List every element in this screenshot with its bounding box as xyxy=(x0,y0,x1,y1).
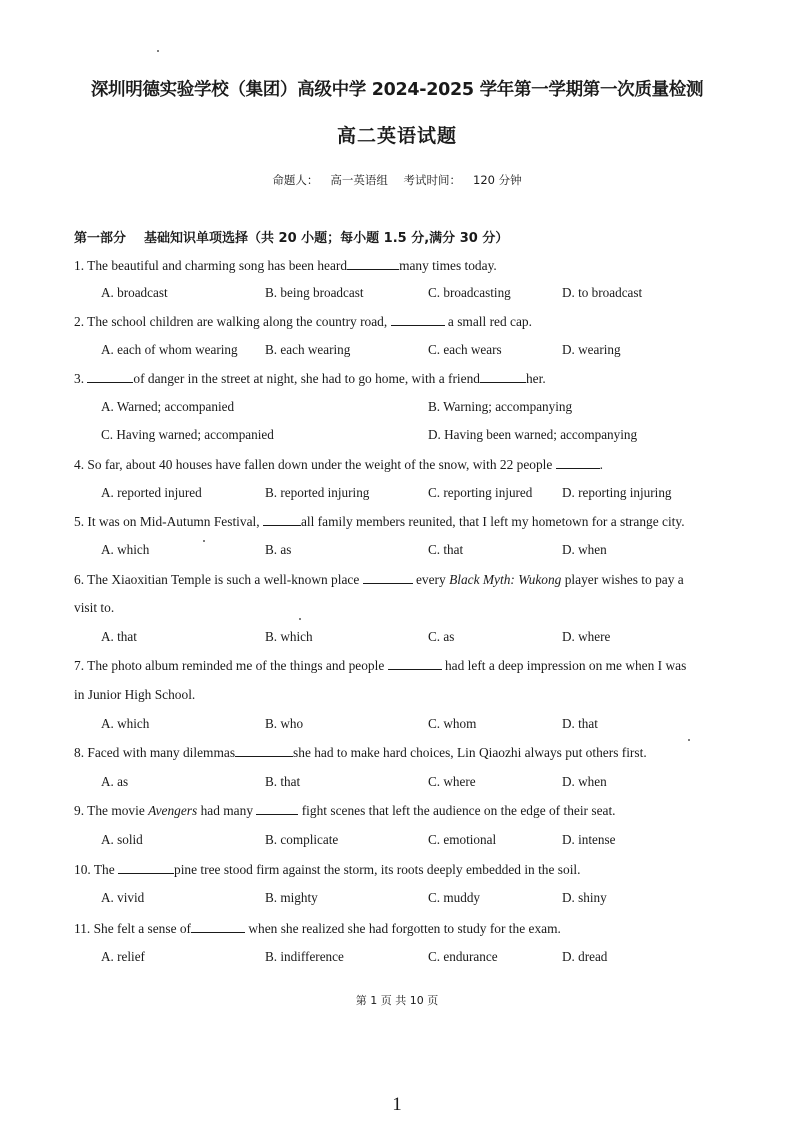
option-c: C. emotional xyxy=(428,832,497,847)
option-a: A. reported injured xyxy=(101,485,202,500)
option-b: B. being broadcast xyxy=(265,285,364,300)
option-c: C. as xyxy=(428,629,455,644)
option-b: B. each wearing xyxy=(265,342,351,357)
option-a: A. each of whom wearing xyxy=(101,342,238,357)
author-label: 命题人： xyxy=(272,173,319,187)
answer-blank xyxy=(263,513,301,526)
option-d: D. wearing xyxy=(562,342,621,357)
option-c: C. that xyxy=(428,542,464,557)
answer-blank xyxy=(388,657,442,670)
option-a: A. relief xyxy=(101,949,145,964)
time-label: 考试时间： xyxy=(403,173,462,187)
option-a: A. as xyxy=(101,774,129,789)
exam-meta xyxy=(0,172,794,188)
option-d: D. intense xyxy=(562,832,616,847)
option-b: B. that xyxy=(265,774,301,789)
option-d: D. where xyxy=(562,629,611,644)
option-a: A. which xyxy=(101,716,150,731)
question-stem: 5. It was on Mid-Autumn Festival, all family members reunited, that I left my hometown for a strange city. xyxy=(74,514,685,529)
option-c: C. where xyxy=(428,774,476,789)
option-d: D. when xyxy=(562,774,607,789)
option-a: A. vivid xyxy=(101,890,145,905)
scan-speck xyxy=(299,618,301,620)
option-b: B. reported injuring xyxy=(265,485,370,500)
option-b: B. which xyxy=(265,629,313,644)
answer-blank xyxy=(391,313,445,326)
option-a: A. which xyxy=(101,542,150,557)
answer-blank xyxy=(556,456,600,469)
section-title: 基础知识单项选择（共 20 小题；每小题 1.5 分,满分 30 分） xyxy=(144,231,509,246)
option-b: B. mighty xyxy=(265,890,318,905)
option-b: B. who xyxy=(265,716,304,731)
school-exam-title: 深圳明德实验学校（集团）高级中学 2024-2025 学年第一学期第一次质量检测 xyxy=(90,80,704,100)
question-stem: 8. Faced with many dilemmas she had to make hard choices, Lin Qiaozhi always put others first. xyxy=(74,745,647,760)
question-stem: 3. of danger in the street at night, she had to go home, with a friend her. xyxy=(74,371,546,386)
answer-blank xyxy=(480,370,526,383)
question-stem: 11. She felt a sense of when she realized she had forgotten to study for the exam. xyxy=(74,921,561,936)
question-stem: 2. The school children are walking along the country road, a small red cap. xyxy=(74,314,532,329)
option-d: D. that xyxy=(562,716,598,731)
option-a: A. solid xyxy=(101,832,143,847)
answer-blank xyxy=(347,257,399,270)
option-b: B. Warning; accompanying xyxy=(428,399,573,414)
author-value: 高一英语组 xyxy=(330,173,388,187)
option-c: C. Having warned; accompanied xyxy=(101,427,274,442)
option-a: A. broadcast xyxy=(101,285,168,300)
option-c: C. muddy xyxy=(428,890,481,905)
option-c: C. endurance xyxy=(428,949,498,964)
option-c: C. whom xyxy=(428,716,477,731)
option-a: A. Warned; accompanied xyxy=(101,399,235,414)
question-stem-continued: in Junior High School. xyxy=(74,687,196,702)
option-d: D. shiny xyxy=(562,890,607,905)
question-stem: 1. The beautiful and charming song has been heard many times today. xyxy=(74,258,497,273)
option-c: C. each wears xyxy=(428,342,502,357)
scan-speck xyxy=(203,540,205,542)
answer-blank xyxy=(191,920,245,933)
option-a: A. that xyxy=(101,629,137,644)
question-stem: 6. The Xiaoxitian Temple is such a well-known place every Black Myth: Wukong player wishes to pay a xyxy=(74,572,684,587)
option-b: B. indifference xyxy=(265,949,344,964)
answer-blank xyxy=(118,861,174,874)
option-c: C. reporting injured xyxy=(428,485,533,500)
question-stem: 4. So far, about 40 houses have fallen down under the weight of the snow, with 22 people . xyxy=(74,457,604,472)
page-footer: 第 1 页 共 10 页 xyxy=(355,994,439,1007)
option-d: D. dread xyxy=(562,949,608,964)
scan-speck xyxy=(157,50,159,52)
option-d: D. to broadcast xyxy=(562,285,643,300)
option-d: D. when xyxy=(562,542,607,557)
answer-blank xyxy=(235,744,293,757)
scan-speck xyxy=(688,739,690,741)
section-part: 第一部分 xyxy=(74,231,127,246)
option-b: B. as xyxy=(265,542,292,557)
question-stem: 7. The photo album reminded me of the things and people had left a deep impression on me when I was xyxy=(74,658,687,673)
option-b: B. complicate xyxy=(265,832,339,847)
answer-blank xyxy=(363,571,413,584)
question-stem: 10. The pine tree stood firm against the storm, its roots deeply embedded in the soil. xyxy=(74,862,581,877)
exam-title: 高二英语试题 xyxy=(336,125,457,147)
question-stem-continued: visit to. xyxy=(74,600,115,615)
section-heading xyxy=(74,227,508,246)
page-number: 1 xyxy=(392,1094,402,1115)
answer-blank xyxy=(256,802,298,815)
answer-blank xyxy=(87,370,133,383)
option-d: D. reporting injuring xyxy=(562,485,672,500)
time-value: 120 分钟 xyxy=(473,173,522,187)
option-d: D. Having been warned; accompanying xyxy=(428,427,638,442)
option-c: C. broadcasting xyxy=(428,285,511,300)
question-stem: 9. The movie Avengers had many fight scenes that left the audience on the edge of their seat. xyxy=(74,803,616,818)
